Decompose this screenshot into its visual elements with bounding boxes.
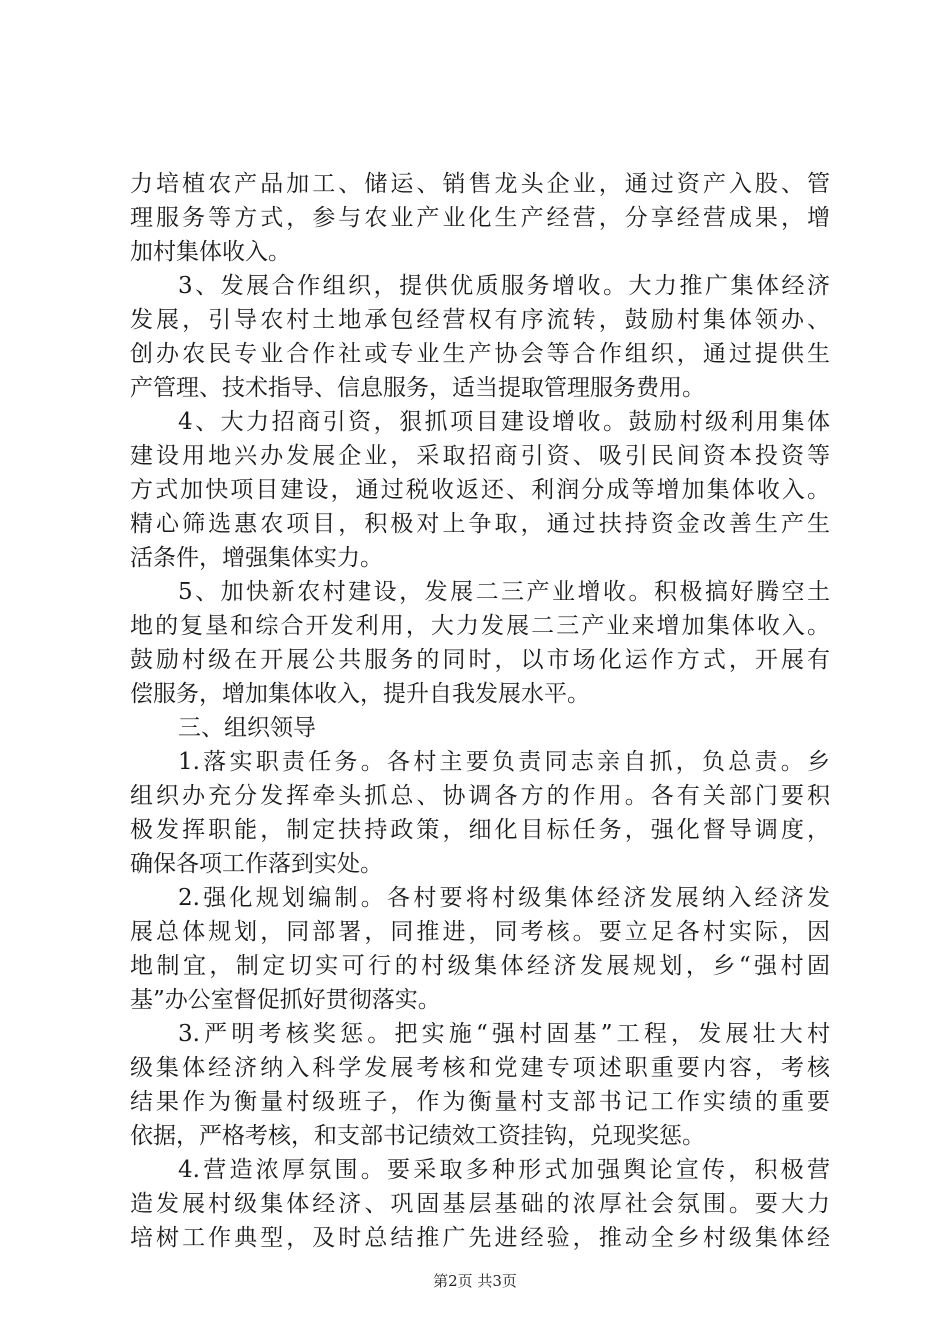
text-line: 结果作为衡量村级班子，作为衡量村支部书记工作实绩的重要 (130, 1089, 830, 1115)
text-line: 偿服务，增加集体收入，提升自我发展水平。 (130, 681, 590, 707)
text-line: 4.营造浓厚氛围。要采取多种形式加强舆论宣传，积极营 (178, 1157, 830, 1183)
text-line: 地的复垦和综合开发利用，大力发展二三产业来增加集体收入。 (130, 613, 830, 639)
text-line: 精心筛选惠农项目，积极对上争取，通过扶持资金改善生产生 (130, 511, 830, 537)
section-heading: 三、组织领导 (178, 715, 316, 741)
text-line: 活条件，增强集体实力。 (130, 545, 383, 571)
text-line: 5、加快新农村建设，发展二三产业增收。积极搞好腾空土 (178, 579, 830, 605)
text-line: 力培植农产品加工、储运、销售龙头企业，通过资产入股、管 (130, 171, 830, 197)
text-line: 创办农民专业合作社或专业生产协会等合作组织，通过提供生 (130, 341, 830, 367)
text-line: 基”办公室督促抓好贯彻落实。 (130, 987, 441, 1013)
text-line: 加村集体收入。 (130, 239, 291, 265)
text-line: 鼓励村级在开展公共服务的同时，以市场化运作方式，开展有 (130, 647, 830, 673)
text-line: 确保各项工作落到实处。 (130, 851, 383, 877)
text-line: 地制宜，制定切实可行的村级集体经济发展规划，乡“强村固 (130, 953, 830, 979)
text-line: 3.严明考核奖惩。把实施“强村固基”工程，发展壮大村 (178, 1021, 830, 1047)
page-number-label: 第2页 共3页 (433, 1272, 517, 1290)
text-line: 建设用地兴办发展企业，采取招商引资、吸引民间资本投资等 (130, 443, 830, 469)
page-footer (0, 1271, 950, 1291)
text-line: 发展，引导农村土地承包经营权有序流转，鼓励村集体领办、 (130, 307, 830, 333)
text-line: 2.强化规划编制。各村要将村级集体经济发展纳入经济发 (178, 885, 830, 911)
text-line: 理服务等方式，参与农业产业化生产经营，分享经营成果，增 (130, 205, 830, 231)
text-line: 4、大力招商引资，狠抓项目建设增收。鼓励村级利用集体 (178, 409, 830, 435)
text-line: 依据，严格考核，和支部书记绩效工资挂钩，兑现奖惩。 (130, 1123, 705, 1149)
text-line: 3、发展合作组织，提供优质服务增收。大力推广集体经济 (178, 273, 830, 299)
document-body (130, 167, 830, 1255)
text-line: 培树工作典型，及时总结推广先进经验，推动全乡村级集体经 (130, 1225, 830, 1251)
text-line: 方式加快项目建设，通过税收返还、利润分成等增加集体收入。 (130, 477, 830, 503)
text-line: 造发展村级集体经济、巩固基层基础的浓厚社会氛围。要大力 (130, 1191, 830, 1217)
text-line: 级集体经济纳入科学发展考核和党建专项述职重要内容，考核 (130, 1055, 830, 1081)
text-line: 极发挥职能，制定扶持政策，细化目标任务，强化督导调度， (130, 817, 830, 843)
text-line: 1.落实职责任务。各村主要负责同志亲自抓，负总责。乡 (178, 749, 830, 775)
text-line: 展总体规划，同部署，同推进，同考核。要立足各村实际，因 (130, 919, 830, 945)
text-line: 产管理、技术指导、信息服务，适当提取管理服务费用。 (130, 375, 705, 401)
text-line: 组织办充分发挥牵头抓总、协调各方的作用。各有关部门要积 (130, 783, 830, 809)
